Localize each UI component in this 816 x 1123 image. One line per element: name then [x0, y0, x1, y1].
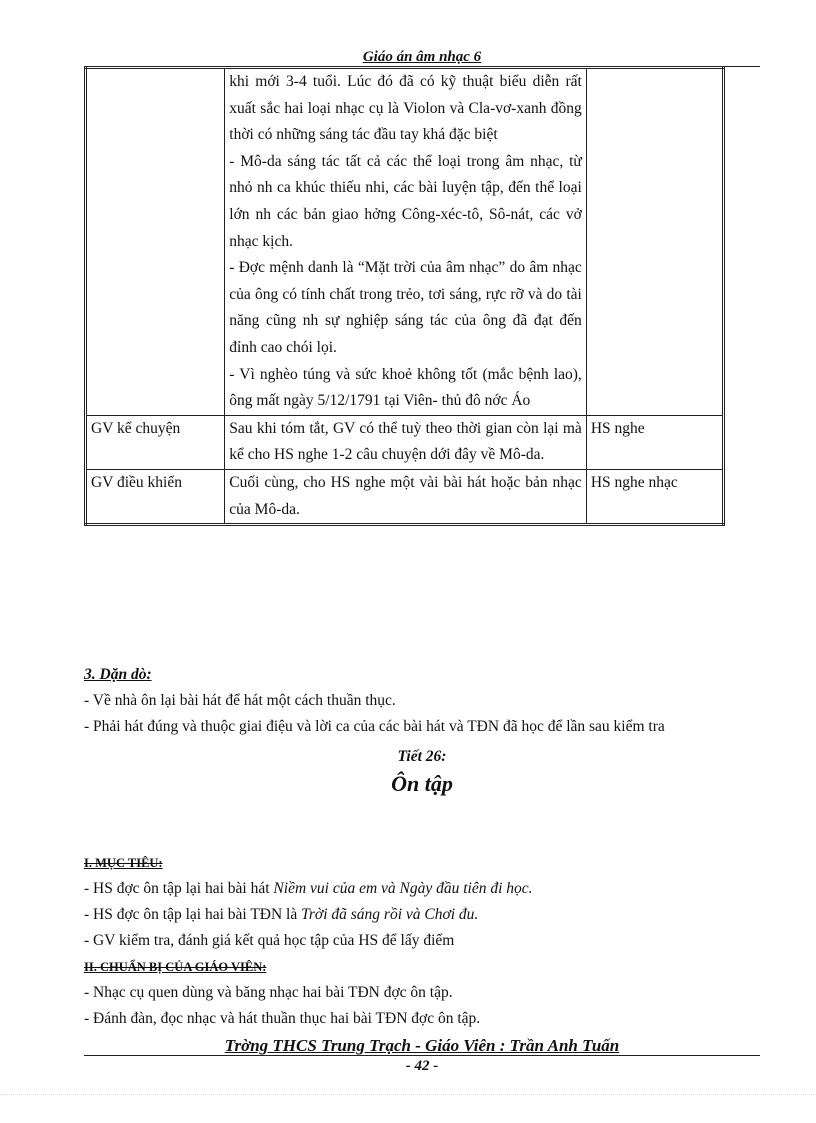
page-edge [0, 1094, 816, 1095]
paragraph: Sau khi tóm tắt, GV có thể tuỳ theo thời gian còn lại mà kể cho HS nghe 1-2 câu chuyện dới đây về Mô-da. [229, 419, 582, 464]
objective-text: - GV kiểm tra, đánh giá kết quả học tập của HS để lấy điểm [84, 932, 455, 949]
objectives-section [84, 850, 760, 1032]
homework-item: - Về nhà ôn lại bài hát để hát một cách thuần thục. [84, 692, 396, 709]
paragraph: khi mới 3-4 tuổi. Lúc đó đã có kỹ thuật biểu diễn rất xuất sắc hai loại nhạc cụ là Violon và Cla-vơ-xanh đồng thời có những sáng tác đầu tay khá đặc biệt [229, 73, 582, 144]
table-cell-student [586, 68, 723, 416]
table-row [86, 415, 724, 469]
paragraph: Cuối cùng, cho HS nghe một vài bài hát hoặc bản nhạc của Mô-da. [229, 473, 582, 518]
preparation-item: - Nhạc cụ quen dùng và băng nhạc hai bài TĐN đợc ôn tập. [84, 984, 453, 1001]
table-cell-student: HS nghe nhạc [586, 469, 723, 524]
objective-text: - HS đợc ôn tập lại hai bài hát [84, 880, 274, 897]
table-cell-activity [86, 68, 225, 416]
table-cell-activity: GV kể chuyện [86, 415, 225, 469]
objective-item [84, 876, 760, 902]
table-row [86, 68, 724, 416]
table-cell-student: HS nghe [586, 415, 723, 469]
objective-item [84, 928, 760, 954]
homework-section [84, 662, 760, 798]
objective-text: - HS đợc ôn tập lại hai bài TĐN là [84, 906, 302, 923]
paragraph: - Vì nghèo túng và sức khoẻ không tốt (mắc bệnh lao), ông mất ngày 5/12/1791 tại Viên- thủ đô nớc Áo [229, 365, 582, 410]
paragraph: - Mô-da sáng tác tất cả các thể loại trong âm nhạc, từ nhỏ nh ca khúc thiếu nhi, các bài luyện tập, đến thể loại lớn nh các bản giao hởng Công-xéc-tô, Sô-nát, các vở nhạc kịch. [229, 152, 582, 250]
preparation-heading: II. CHUẨN BỊ CỦA GIÁO VIÊN: [84, 960, 267, 974]
table-row [86, 469, 724, 524]
lesson-table [84, 66, 725, 526]
objective-item [84, 902, 760, 928]
page-header: Giáo án âm nhạc 6 [362, 49, 482, 65]
page-footer: Trờng THCS Trung Trạch - Giáo Viên : Trần Anh Tuấn [224, 1036, 620, 1055]
objective-italic: Niềm vui của em và Ngày đầu tiên đi học. [273, 880, 533, 897]
lesson-title: Ôn tập [391, 771, 453, 796]
table-cell-content [225, 68, 587, 416]
lesson-number: Tiết 26: [397, 748, 447, 765]
footer-rule [84, 1055, 760, 1056]
table-cell-content [225, 415, 587, 469]
objectives-heading: I. MỤC TIÊU: [84, 856, 163, 870]
table-cell-activity: GV điều khiển [86, 469, 225, 524]
preparation-item: - Đánh đàn, đọc nhạc và hát thuần thục hai bài TĐN đợc ôn tập. [84, 1010, 481, 1027]
page-number: - 42 - [405, 1058, 439, 1074]
paragraph: - Đợc mệnh danh là “Mặt trời của âm nhạc” do âm nhạc của ông có tính chất trong trẻo, tơi sáng, rực rỡ và do tài năng cũng nh sự nghiệp sáng tác của ông đã đạt đến đỉnh cao chói lọi. [229, 259, 582, 356]
table-cell-content [225, 469, 587, 524]
homework-item: - Phải hát đúng và thuộc giai điệu và lời ca của các bài hát và TĐN đã học để lần sau kiểm tra [84, 718, 665, 735]
homework-heading: 3. Dặn dò: [84, 666, 152, 683]
objective-italic: Trời đã sáng rồi và Chơi đu. [301, 906, 479, 923]
